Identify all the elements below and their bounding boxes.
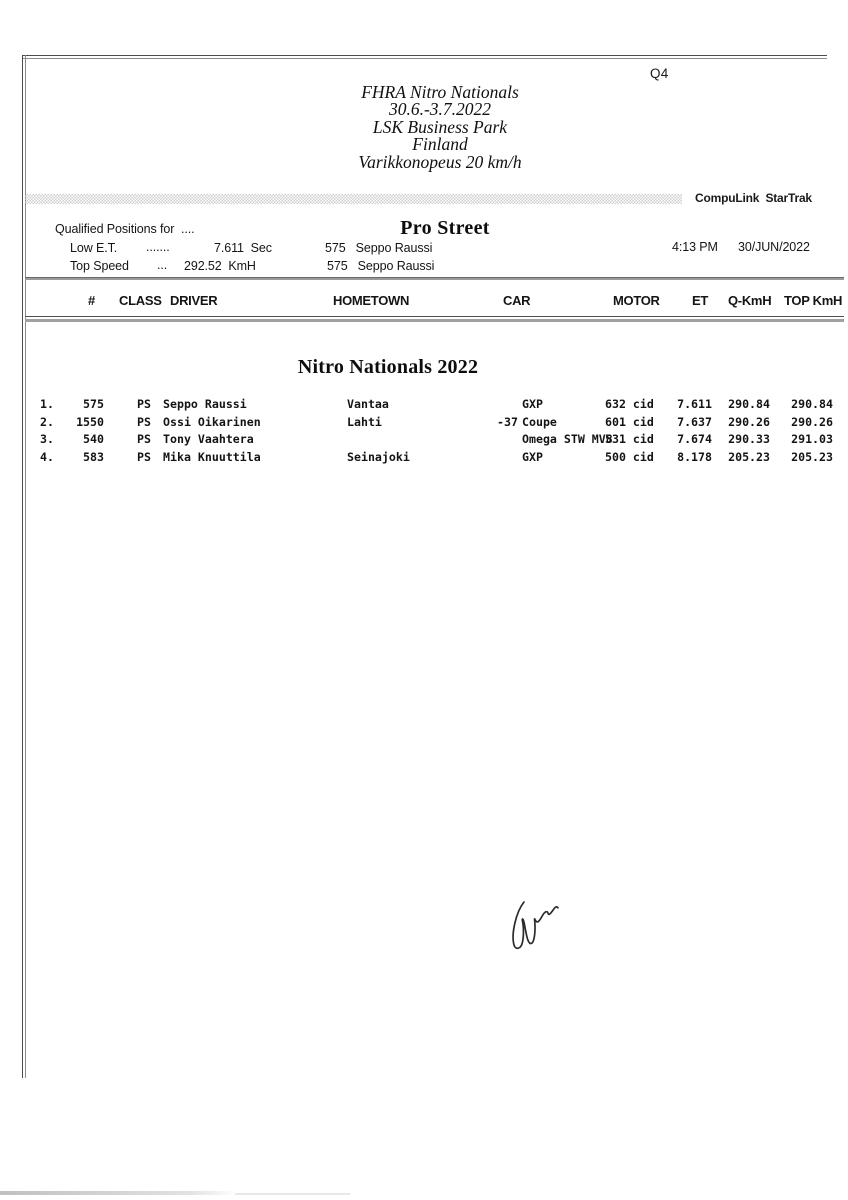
low-et-value: 7.611 Sec bbox=[214, 241, 272, 255]
round-label: Q4 bbox=[650, 66, 669, 81]
table-row bbox=[0, 396, 848, 414]
cell-et: 7.637 bbox=[677, 414, 712, 429]
event-name-line: FHRA Nitro Nationals bbox=[361, 82, 519, 102]
print-date: 30/JUN/2022 bbox=[738, 240, 810, 254]
halftone-separator-band bbox=[25, 194, 682, 204]
top-speed-dots: ... bbox=[157, 258, 168, 272]
cell-hometown: Vantaa bbox=[347, 397, 389, 411]
table-rule-top bbox=[25, 277, 844, 280]
table-row bbox=[0, 414, 848, 432]
cell-driver: Seppo Raussi bbox=[163, 397, 247, 411]
cell-car: GXP bbox=[522, 449, 543, 464]
cell-driver: Tony Vaahtera bbox=[163, 432, 254, 447]
cell-rank: 4. bbox=[40, 449, 54, 464]
category-title: Pro Street bbox=[400, 217, 490, 239]
column-header-number: # bbox=[88, 293, 95, 308]
cell-hometown: Lahti bbox=[347, 414, 382, 429]
column-header-qkmh: Q-KmH bbox=[728, 293, 772, 308]
event-venue-line: LSK Business Park bbox=[372, 116, 508, 137]
table-rule-bottom-thick bbox=[25, 319, 844, 322]
cell-car: Coupe bbox=[522, 414, 557, 429]
cell-car-number: 583 bbox=[83, 449, 104, 464]
column-header-topkmh: TOP KmH bbox=[784, 293, 843, 308]
print-time: 4:13 PM bbox=[672, 240, 718, 254]
cell-top-kmh: 205.23 bbox=[791, 449, 833, 464]
cell-top-kmh: 291.03 bbox=[791, 432, 833, 447]
results-section-title: Nitro Nationals 2022 bbox=[297, 356, 479, 378]
cell-q-kmh: 290.33 bbox=[728, 432, 770, 447]
cell-class: PS bbox=[137, 449, 151, 464]
top-speed-value: 292.52 KmH bbox=[184, 259, 256, 273]
cell-et: 8.178 bbox=[677, 449, 712, 464]
table-row bbox=[0, 431, 848, 449]
low-et-holder: 575 Seppo Raussi bbox=[325, 241, 433, 255]
page-edge-top-line bbox=[22, 55, 827, 59]
column-header-motor: MOTOR bbox=[613, 293, 660, 308]
table-rule-bottom-thin bbox=[25, 316, 844, 317]
handwritten-signature bbox=[503, 896, 567, 958]
cell-class: PS bbox=[137, 397, 151, 411]
table-row bbox=[0, 449, 848, 467]
scan-smudge-faint bbox=[235, 1193, 350, 1195]
cell-car-number: 1550 bbox=[76, 414, 104, 429]
top-speed-holder: 575 Seppo Raussi bbox=[327, 259, 435, 273]
cell-class: PS bbox=[137, 432, 151, 447]
cell-car-number: 540 bbox=[83, 432, 104, 447]
cell-motor: 531 cid bbox=[605, 432, 654, 447]
cell-car: Omega STW MV8 bbox=[522, 432, 613, 447]
low-et-dots: ....... bbox=[146, 240, 170, 254]
top-speed-label: Top Speed bbox=[70, 259, 129, 273]
cell-car: GXP bbox=[522, 397, 543, 411]
cell-hometown: Seinajoki bbox=[347, 449, 410, 464]
event-dates-line: 30.6.-3.7.2022 bbox=[388, 99, 492, 120]
cell-class: PS bbox=[137, 414, 151, 429]
cell-motor: 632 cid bbox=[605, 397, 654, 411]
cell-motor: 601 cid bbox=[605, 414, 654, 429]
scan-smudge bbox=[0, 1191, 238, 1195]
results-rows bbox=[0, 396, 848, 466]
low-et-label: Low E.T. bbox=[70, 241, 118, 255]
cell-q-kmh: 290.84 bbox=[728, 397, 770, 411]
cell-top-kmh: 290.26 bbox=[791, 414, 833, 429]
cell-et: 7.611 bbox=[677, 397, 712, 411]
column-header-driver: DRIVER bbox=[170, 293, 218, 308]
cell-car-number: 575 bbox=[83, 397, 104, 411]
event-title-block bbox=[240, 84, 640, 171]
column-header-car: CAR bbox=[503, 293, 531, 308]
cell-driver: Mika Knuuttila bbox=[163, 449, 261, 464]
cell-rank: 3. bbox=[40, 432, 54, 447]
event-country-line: Finland bbox=[412, 134, 468, 155]
cell-top-kmh: 290.84 bbox=[791, 397, 833, 411]
cell-car-prefix: -37 bbox=[497, 414, 518, 429]
cell-et: 7.674 bbox=[677, 432, 712, 447]
cell-driver: Ossi Oikarinen bbox=[163, 414, 261, 429]
column-header-class: CLASS bbox=[119, 293, 162, 308]
column-header-et: ET bbox=[692, 293, 709, 308]
page-edge-left-line bbox=[22, 55, 26, 1078]
cell-rank: 2. bbox=[40, 414, 54, 429]
cell-motor: 500 cid bbox=[605, 449, 654, 464]
cell-q-kmh: 205.23 bbox=[728, 449, 770, 464]
column-header-hometown: HOMETOWN bbox=[333, 293, 410, 308]
paddock-speed-line: Varikkonopeus 20 km/h bbox=[358, 151, 522, 172]
cell-q-kmh: 290.26 bbox=[728, 414, 770, 429]
qualified-positions-label: Qualified Positions for .... bbox=[55, 222, 195, 236]
cell-rank: 1. bbox=[40, 397, 54, 411]
timing-system-brand: CompuLink StarTrak bbox=[695, 191, 812, 205]
